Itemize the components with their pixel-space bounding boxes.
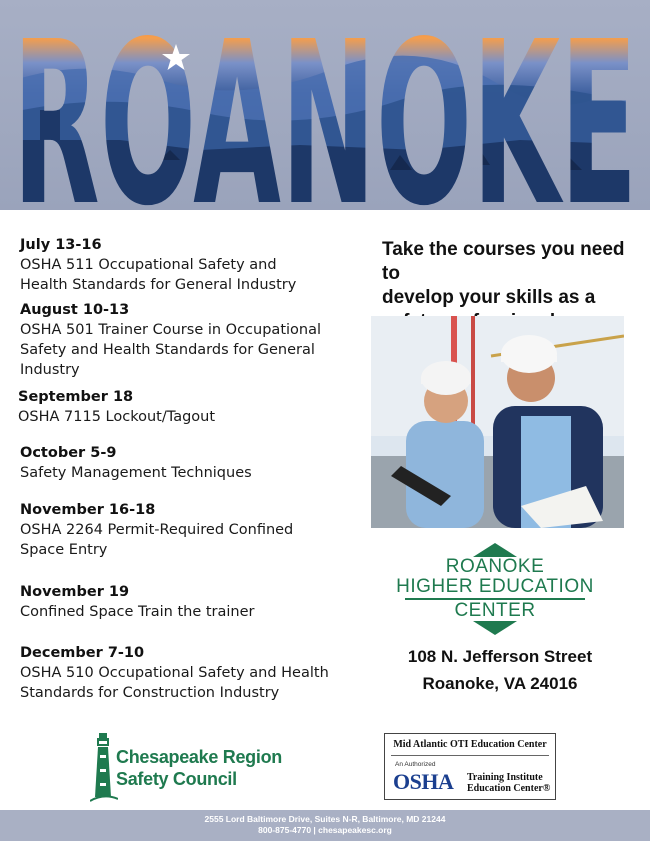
otic-rule [391,755,549,756]
tagline-heading: Take the courses you need to develop your skills as a [382,239,625,308]
osha-wordmark: OSHA [393,769,454,794]
course-item [20,501,350,560]
footer-address: 2555 Lord Baltimore Drive, Suites N-R, Baltimore, MD 21244 [204,814,446,824]
course-title: OSHA 2264 Permit-Required Confined Space Entry [20,522,294,558]
crsc-name: Chesapeake Region Safety Council [116,747,282,789]
roanoke-banner-art [0,0,650,210]
otic-training-institute: Training Institute Education Center® [467,772,551,794]
diamond-top-icon [473,543,517,557]
course-item [20,301,350,380]
otic-authorized: An Authorized [395,761,436,768]
address-street: 108 N. Jefferson Street [407,647,593,666]
workers-photo [371,316,624,528]
course-item [18,388,348,427]
construction-workers-image [371,316,624,528]
course-date: November 16-18 [20,502,156,518]
address-city: Roanoke, VA 24016 [422,674,578,693]
course-title: Confined Space Train the trainer [20,604,255,620]
course-title: Safety Management Techniques [20,465,252,481]
oti-education-center-logo [384,733,556,800]
diamond-bottom-icon [473,621,517,635]
venue-name-line3: CENTER [454,599,536,621]
header-banner [0,0,650,210]
course-date: October 5-9 [20,445,117,461]
course-date: August 10-13 [20,302,130,318]
course-item [20,444,350,483]
footer-contact: 800-875-4770 | chesapeakesc.org [258,825,392,835]
venue-name-line1: ROANOKE [445,556,545,577]
course-item [20,644,350,703]
course-title: OSHA 501 Trainer Course in Occupational Safety and Health Standards for General Industry [20,322,322,378]
course-date: November 19 [20,584,130,600]
course-item [20,583,350,622]
roanoke-higher-education-center-logo [395,543,595,635]
otic-header: Mid Atlantic OTI Education Center [393,739,547,750]
course-date: December 7-10 [20,645,145,661]
course-date: July 13-16 [20,237,102,253]
course-item [20,236,350,295]
course-title: OSHA 510 Occupational Safety and Health Standards for Construction Industry [20,665,329,701]
course-date: September 18 [18,389,134,405]
course-title: OSHA 7115 Lockout/Tagout [18,409,216,425]
venue-name-line2: HIGHER EDUCATION [396,576,594,597]
venue-address [380,643,620,697]
chesapeake-region-safety-council-logo [90,733,290,803]
lighthouse-icon [90,733,118,803]
footer [0,810,650,841]
course-title: OSHA 511 Occupational Safety and Health Standards for General Industry [20,257,297,293]
